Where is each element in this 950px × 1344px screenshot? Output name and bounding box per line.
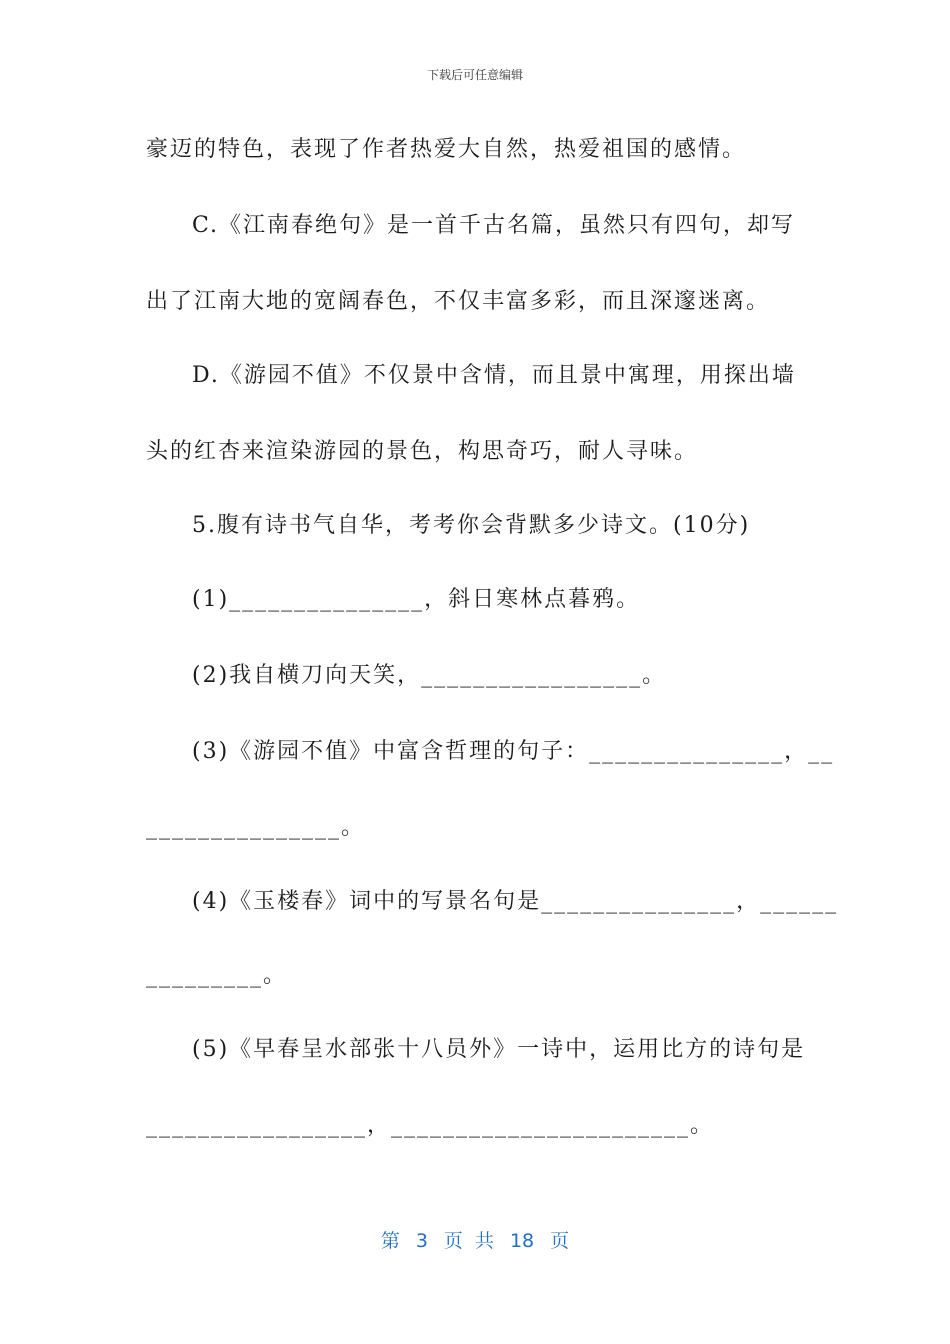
question-5-item-3: (3)《游园不值》中富含哲理的句子：_______________，__: [192, 739, 835, 764]
question-5-item-5-cont: _________________，_______________________。: [146, 1113, 715, 1138]
page-footer: [0, 1226, 950, 1253]
text-line-3: 出了江南大地的宽阔春色，不仅丰富多彩，而且深邃迷离。: [146, 289, 771, 314]
footer-page-number: 3: [415, 1230, 428, 1252]
footer-total-pages: 18: [509, 1230, 535, 1252]
question-5-item-4: (4)《玉楼春》词中的写景名句是_______________，______: [192, 889, 839, 914]
footer-middle: 页 共: [443, 1230, 494, 1252]
question-5-item-2: (2)我自横刀向天笑，_________________。: [192, 663, 667, 688]
question-5-title: 5.腹有诗书气自华，考考你会背默多少诗文。(10分): [192, 513, 751, 538]
footer-suffix: 页: [550, 1230, 570, 1252]
question-5-item-3-cont: _______________。: [146, 815, 366, 840]
footer-prefix: 第: [380, 1230, 400, 1252]
text-line-2: C.《江南春绝句》是一首千古名篇，虽然只有四句，却写: [192, 213, 796, 238]
question-5-item-4-cont: _________。: [146, 963, 288, 988]
text-line-5: 头的红杏来渲染游园的景色，构思奇巧，耐人寻味。: [146, 439, 699, 464]
text-line-1: 豪迈的特色，表现了作者热爱大自然，热爱祖国的感情。: [146, 137, 747, 162]
question-5-item-1: (1)_______________，斜日寒林点暮鸦。: [192, 587, 641, 612]
page-header: 下载后可任意编辑: [426, 68, 523, 82]
text-line-4: D.《游园不值》不仅景中含情，而且景中寓理，用探出墙: [192, 363, 796, 388]
question-5-item-5: (5)《早春呈水部张十八员外》一诗中，运用比方的诗句是: [192, 1037, 806, 1062]
